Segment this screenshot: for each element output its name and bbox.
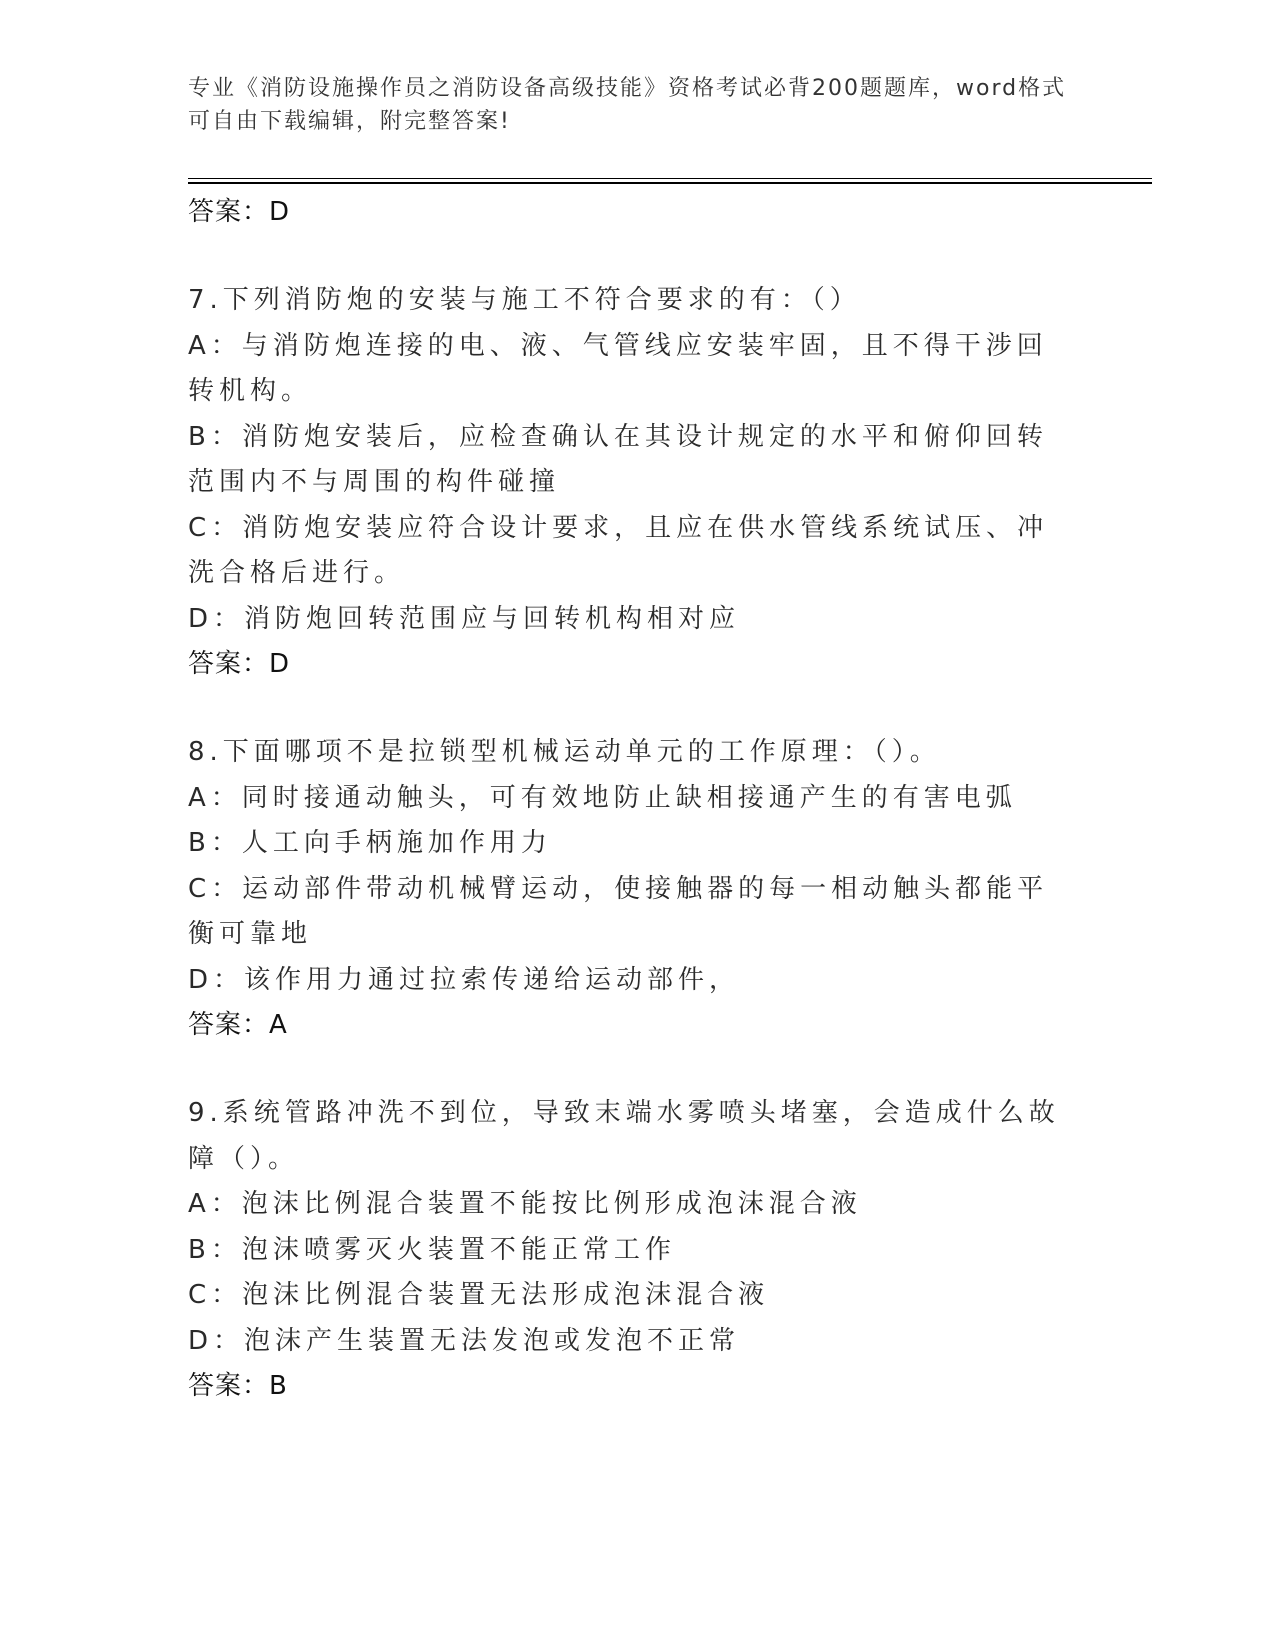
question-stem: 7.下列消防炮的安装与施工不符合要求的有：（）: [188, 285, 861, 315]
answer-line: 答案：A: [188, 1010, 288, 1040]
option-c: C：消防炮安装应符合设计要求，且应在供水管线系统试压、冲洗合格后进行。: [188, 512, 1049, 588]
answer-line: 答案：B: [188, 1371, 288, 1401]
option-d: D：泡沫产生装置无法发泡或发泡不正常: [188, 1325, 741, 1356]
option-a: A：泡沫比例混合装置不能按比例形成泡沫混合液: [188, 1189, 862, 1219]
option-b: B：消防炮安装后，应检查确认在其设计规定的水平和俯仰回转范围内不与周围的构件碰撞: [188, 421, 1048, 497]
question-stem: 8.下面哪项不是拉锁型机械运动单元的工作原理：（）。: [188, 737, 941, 767]
option-b: B：人工向手柄施加作用力: [188, 828, 552, 858]
question-7: [188, 278, 1068, 686]
option-d: D：该作用力通过拉索传递给运动部件，: [188, 964, 741, 995]
option-b: B：泡沫喷雾灭火装置不能正常工作: [188, 1234, 676, 1265]
header-rule-thick: [188, 182, 1152, 184]
document-body: [188, 190, 1068, 1408]
question-9: [188, 1091, 1068, 1408]
option-c: C：运动部件带动机械臂运动，使接触器的每一相动触头都能平衡可靠地: [188, 873, 1049, 949]
option-c: C：泡沫比例混合装置无法形成泡沫混合液: [188, 1280, 770, 1310]
question-stem: 9.系统管路冲洗不到位，导致末端水雾喷头堵塞，会造成什么故障（）。: [188, 1098, 1060, 1174]
option-a: A：与消防炮连接的电、液、气管线应安装牢固，且不得干涉回转机构。: [188, 330, 1048, 406]
answer-line: 答案：D: [188, 197, 291, 227]
question-8: [188, 730, 1068, 1047]
answer-line: 答案：D: [188, 649, 291, 679]
header-rule-thin: [188, 178, 1152, 179]
option-d: D：消防炮回转范围应与回转机构相对应: [188, 603, 741, 634]
option-a: A：同时接通动触头，可有效地防止缺相接通产生的有害电弧: [188, 782, 1017, 813]
document-header: 专业《消防设施操作员之消防设备高级技能》资格考试必背200题题库，word格式可自由下载编辑，附完整答案!: [188, 76, 1067, 134]
